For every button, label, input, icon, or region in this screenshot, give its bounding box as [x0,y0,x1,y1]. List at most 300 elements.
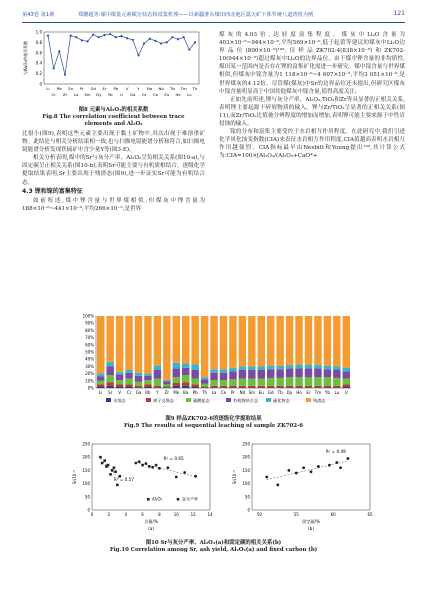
bar-segment [210,369,217,373]
paragraph: 相关分析表明,煤中的Sr与灰分产率、Al₂O₃呈负相关关系(图10-a),与固定碳呈正相关关系(图10-b),表明Sr可能主要与有机质相结合。逐级化学提取结果表明,Sr主要出现于残渣态(图9),进一步证实Sr可能为有机结合态。 [22,155,205,186]
bar-segment [333,370,340,378]
x-tick-label: La [211,390,217,395]
bar-segment [144,380,151,384]
x-tick-label: Tm [314,390,322,395]
bar-segment [173,377,180,383]
x-tick-label: Rb [56,86,62,91]
data-point [158,467,161,470]
header-rule [22,22,405,23]
legend-label: Al₂O₃ [152,496,163,502]
bar-segment [125,384,132,386]
bar-segment [106,366,113,375]
x-tick-label: Ce [220,390,227,395]
bar-segment [248,316,255,366]
bar-segment [239,370,246,379]
data-point [160,42,162,44]
bar-segment [163,382,170,385]
y-tick-label: 0% [87,385,94,391]
legend-marker [177,498,180,501]
x-tick-label: Nd [239,390,246,395]
x-tick-label: Sm [248,390,256,395]
data-point [310,470,313,473]
y-tick-label: 150 [242,467,250,473]
data-point [188,49,190,51]
x-tick-label: 0 [90,512,94,517]
page-header [22,10,405,22]
y-tick-label: 10% [85,378,94,384]
data-point [70,35,72,37]
x-axis-label: 含量/% [144,519,158,524]
paragraph: 比很小(图9),表明这些元素主要出现于黏土矿物中,其次出现于难溶重矿物。此结论与相关分析结果相一致,也与扫描电镜能谱分析和符合,如扫描电镜能谱分析发现铁硫矿中含少量Y等(图3-E)。 [22,131,205,154]
legend-marker [147,498,150,501]
bar-segment [239,386,246,387]
data-point [317,465,320,468]
bar-segment [258,316,265,366]
legend-swatch [266,398,271,402]
bar-segment [191,316,198,364]
y-tick-label: 0.2 [35,71,42,77]
bar-segment [201,387,208,388]
bar-segment [182,364,189,368]
paragraph: 如前所述,煤中锂含量与世界煤相似,但煤灰中锂含量为188×10⁻⁶~441×10⁻⁶,平均266×10⁻⁶,是世界 [22,197,205,212]
bar-segment [182,368,189,375]
bar-segment [173,369,180,378]
x-tick-label: Mo [173,390,180,395]
page-number: 121 [393,10,405,17]
x-tick-label: U [344,390,348,395]
x-tick-label: 4 [124,512,127,517]
bar-segment [305,365,312,369]
legend-label: 残渣态 [313,398,326,403]
bar-segment [229,316,236,368]
x-tick-label: 10 [173,512,179,517]
fig8-chart [22,28,205,106]
bar-segment [135,386,142,387]
data-point [346,457,349,460]
journal-volume: 第43卷 第1期 [22,12,55,18]
left-text-column [22,130,205,213]
x-tick-label: Cs [141,92,147,97]
data-point [177,38,179,40]
bar-segment [220,386,227,387]
bar-segment [239,379,246,386]
data-point [183,36,185,38]
y-tick-label: 250 [242,441,250,447]
legend-swatch [146,398,151,402]
data-point [126,37,128,39]
data-point [155,464,158,467]
r-squared-label: R² = 0.57 [113,476,135,482]
y-tick-label: 0 [87,507,90,513]
panel-tag: (a) [148,526,154,531]
x-tick-label: Ba [183,390,189,395]
legend-label: 离子交换态 [153,398,174,403]
bar-segment [229,386,236,387]
bar-segment [276,366,283,370]
bar-segment [267,369,274,378]
paragraph: 煤灰的4.03倍,达轻度富集程度。煤灰中Li₂O含量为403×10⁻⁶~944×10⁻⁶,平均569×10⁻⁶,低于起蕾等建议的煤灰中Li₂O边界品位(800×10⁻⁶)¹⁰⁹,仅样品ZK702-4(838×10⁻⁶)和ZK702-10(944×10⁻⁶)超过煤灰中Li₂O的边界品位。由于煤中锂含量的非均质性,煤田某一范围内是否存在锂的富集矿化需进一步研究。煤中镓含量与世界煤相似,但煤灰中镓含量为1 118×10⁻⁶~4 607×10⁻⁶,平均3 051×10⁻⁶,是世界煤灰的4.12倍。尽管煤(煤灰)中Sr的边界品位还未提出,但研究区煤灰中镓含量明显高于中国其他煤灰中镓含量,值得高度关注。 [219,32,405,95]
bar-segment [210,380,217,386]
data-point [116,484,119,487]
data-point [194,475,197,478]
bar-segment [248,370,255,379]
bar-segment [135,382,142,386]
x-tick-label: Gd [267,390,274,395]
y-tick-label: 0 [39,81,42,87]
bar-segment [135,316,142,373]
x-tick-label: Yb [324,390,330,395]
data-point [103,34,105,36]
y-tick-label: 20% [85,371,94,377]
x-axis-label: 固定碳/% [302,519,320,524]
plot-frame [252,444,370,510]
bar-segment [210,386,217,387]
data-point [175,476,178,479]
bar-segment [295,316,302,365]
x-tick-label: 50 [256,512,262,517]
data-point [111,469,114,472]
r-squared-label: R² = 0.49 [325,449,346,455]
y-axis-label: Sr/10⁻⁶ [232,469,237,485]
y-tick-label: 80% [85,327,94,333]
bar-segment [324,377,331,386]
x-tick-label: Tm [180,86,187,91]
y-tick-label: 100% [82,313,94,319]
fig9-caption [22,416,405,430]
data-point [109,33,111,35]
x-tick-label: 14 [207,512,213,517]
bar-segment [220,369,227,373]
series-line [48,34,195,75]
bar-segment [305,377,312,386]
data-point [148,465,151,468]
bar-segment [276,386,283,387]
data-point [58,50,60,52]
y-tick-label: 250 [82,441,90,447]
fig8-caption [22,107,205,128]
x-tick-label: Pb [113,86,119,91]
bar-segment [314,316,321,365]
x-tick-label: U [120,92,123,97]
bar-segment [144,374,151,376]
data-point [103,459,106,462]
legend-label: 硫化物态 [273,398,290,403]
bar-segment [97,384,104,386]
bar-segment [220,373,227,380]
bar-segment [116,380,123,384]
x-tick-label: Nd [158,86,164,91]
bar-segment [154,379,161,386]
bar-segment [314,386,321,387]
x-tick-label: Gd [90,86,96,91]
bar-segment [248,379,255,386]
y-tick-label: 70% [85,335,94,341]
y-tick-label: 0 [247,507,250,513]
data-point [171,36,173,38]
x-tick-label: 55 [293,512,299,517]
y-tick-label: 0.8 [35,39,42,45]
fig10-title-cn: 图10 Sr与灰分产率、Al₂O₃(a)和固定碳的相关关系(b) [145,540,282,546]
bar-segment [163,384,170,386]
data-point [107,464,110,467]
x-tick-label: 12 [190,512,196,517]
bar-segment [144,384,151,386]
data-point [92,34,94,36]
bar-segment [220,380,227,386]
data-point [166,466,169,469]
trend-line [136,462,196,477]
x-tick-label: Dy [286,390,293,395]
x-tick-label: Pr [230,390,235,395]
bar-segment [201,316,208,377]
x-tick-label: Zr [164,390,170,395]
data-point [302,466,305,469]
data-point [81,39,83,41]
x-tick-label: 65 [367,512,373,517]
x-tick-label: Tb [170,86,175,91]
x-tick-label: V [125,86,129,91]
bar-segment [106,316,113,362]
bar-segment [324,366,331,370]
legend-label: 有机物结合态 [233,398,259,403]
bar-segment [154,386,161,387]
x-tick-label: Li [46,86,50,91]
x-tick-label: Zr [62,92,68,97]
fig10-caption [22,540,405,554]
bar-segment [163,387,170,388]
x-tick-label: Dy [96,92,102,97]
legend-swatch [306,398,311,402]
bar-segment [210,316,217,369]
x-tick-label: Th [192,86,198,91]
bar-segment [267,378,274,386]
x-tick-label: V [118,390,121,395]
data-point [75,36,77,38]
bar-segment [182,386,189,388]
bar-segment [258,379,265,386]
bar-segment [305,369,312,378]
data-point [143,42,145,44]
section-heading: 4.3 锂和镓的富集特征 [22,187,83,195]
fig10a-chart [70,438,220,536]
bar-segment [276,369,283,378]
data-point [276,484,279,487]
bar-segment [210,373,217,380]
y-tick-label: 50% [85,349,94,355]
x-tick-label: Ce [152,92,158,97]
data-point [113,466,116,469]
fig9-chart [70,312,360,414]
bar-segment [173,316,180,363]
x-tick-label: Rb [145,390,151,395]
bar-segment [286,365,293,369]
bar-segment [276,378,283,386]
y-tick-label: 1.0 [35,29,42,35]
bar-segment [248,366,255,370]
bar-segment [163,380,170,381]
bar-segment [116,372,123,374]
legend-label: 碳酸盐态 [193,398,210,403]
bar-segment [333,378,340,386]
data-point [154,40,156,42]
bar-segment [286,386,293,387]
data-point [328,464,331,467]
bar-segment [305,316,312,365]
x-tick-label: Sr [108,390,113,395]
bar-segment [333,366,340,370]
bar-segment [173,386,180,388]
y-tick-label: 200 [82,454,90,460]
legend-swatch [226,398,231,402]
bar-segment [154,370,161,379]
data-point [114,470,117,473]
y-tick-label: 100 [242,481,250,487]
data-point [132,39,134,41]
bar-segment [258,370,265,379]
fig10-title-en: Fig.10 Correlation among Sr, ash yield, Al₂O₃(a) and fixed carbon (b) [109,547,318,553]
x-tick-label: Ho [175,92,181,97]
bar-segment [258,366,265,370]
bar-segment [324,316,331,366]
bar-segment [163,316,170,380]
data-point [149,38,151,40]
legend-swatch [106,398,111,402]
data-point [151,466,154,469]
paragraph: 正如先前所述,锂与灰分产率、Al₂O₃,TiO₂和Zr等具显著的正相关关系,表明锂主要起源于碎屑物质的输入。锂与Zr/TiO₂呈显著的正相关关系(图11),而Zr/TiO₂比值被分辨程度的增加而增加,表明锂可能主要来源于中性岩侵蚀的输入。 [219,96,405,128]
x-tick-label: Tb [277,390,283,395]
bar-segment [314,377,321,386]
bar-segment [267,316,274,366]
bar-segment [135,373,142,376]
y-tick-label: 50 [84,494,90,500]
y-tick-label: 40% [85,356,94,362]
bar-segment [201,379,208,383]
data-point [138,460,141,463]
x-tick-label: Ho [296,390,302,395]
data-point [109,473,112,476]
bar-segment [286,377,293,386]
bar-segment [333,316,340,366]
bar-segment [125,370,132,373]
data-point [101,462,104,465]
bar-segment [305,386,312,387]
bar-segment [343,368,350,372]
fig9-title-en: Fig.9 The results of sequential leaching of sample ZK702-6 [123,423,304,429]
data-point [335,461,338,464]
bar-segment [125,316,132,370]
bar-segment [125,379,132,385]
bar-segment [144,316,151,374]
bar-segment [125,373,132,379]
data-point [295,472,298,475]
bar-segment [295,365,302,369]
bar-segment [333,386,340,387]
bar-segment [267,366,274,370]
bar-segment [286,369,293,378]
data-point [47,35,49,37]
data-point [134,462,137,465]
x-tick-label: Er [306,390,311,395]
y-axis-label: Sr/10⁻⁶ [72,469,77,485]
bar-segment [106,362,113,366]
x-tick-label: Sn [68,86,74,91]
x-tick-label: Cr [51,92,56,97]
bar-segment [276,316,283,366]
fig8-title-en: Fig.8 The correlation coefficient between trace elements and Al₂O₃ [42,114,185,127]
fig9-title-cn: 图9 样品ZK702-6的逐级化学提取结果 [165,416,262,422]
bar-segment [343,316,350,368]
y-tick-label: 90% [85,320,94,326]
data-point [99,456,102,459]
x-tick-label: 8 [158,512,161,517]
data-point [86,40,88,42]
bar-segment [343,384,350,386]
data-point [98,36,100,38]
x-tick-label: La [74,92,79,97]
bar-segment [191,384,198,386]
x-tick-label: Ga [130,92,136,97]
data-point [115,36,117,38]
trend-line [267,461,348,480]
bar-segment [314,369,321,378]
data-point [145,462,148,465]
running-title: 郑鹏超等:煤中微量元素赋存状态和富集机理——以新疆准东煤田西北地区露天矿下侏罗统八道湾组为例 [78,12,314,18]
bar-segment [97,316,104,374]
x-tick-label: Eu [164,92,170,97]
bar-segment [97,374,104,377]
y-tick-label: 30% [85,363,94,369]
x-tick-label: Er [102,86,107,91]
bar-segment [248,386,255,387]
x-tick-label: Ga [135,390,142,395]
legend-swatch [186,398,191,402]
x-tick-label: Th [202,390,208,395]
bar-segment [191,379,198,385]
x-tick-label: Li [99,390,103,395]
bar-segment [182,316,189,364]
x-tick-label: 6 [141,512,144,517]
bar-segment [154,366,161,370]
bar-segment [201,384,208,387]
bar-segment [239,316,246,366]
bar-segment [258,386,265,387]
bar-segment [201,377,208,379]
data-point [53,67,55,69]
bar-segment [239,366,246,370]
bar-segment [286,316,293,365]
bar-segment [182,375,189,382]
y-tick-label: 100 [82,481,90,487]
y-tick-label: 50 [244,494,250,500]
y-axis-label: 与Al₂O₃的相关系数 [23,40,28,76]
right-text-column [219,31,405,161]
data-point [141,464,144,467]
bar-segment [135,376,142,382]
bar-segment [343,371,350,378]
data-point [265,476,268,479]
bar-segment [295,386,302,387]
bar-segment [116,384,123,386]
x-tick-label: 2 [107,512,111,517]
fig8-title-cn: 图8 元素与Al₂O₃的相关系数 [78,107,149,113]
x-tick-label: Y [156,390,159,395]
data-point [137,54,139,56]
bar-segment [314,365,321,369]
bar-segment [106,382,113,386]
x-tick-label: 60 [330,512,336,517]
bar-segment [267,386,274,387]
bar-segment [324,386,331,387]
